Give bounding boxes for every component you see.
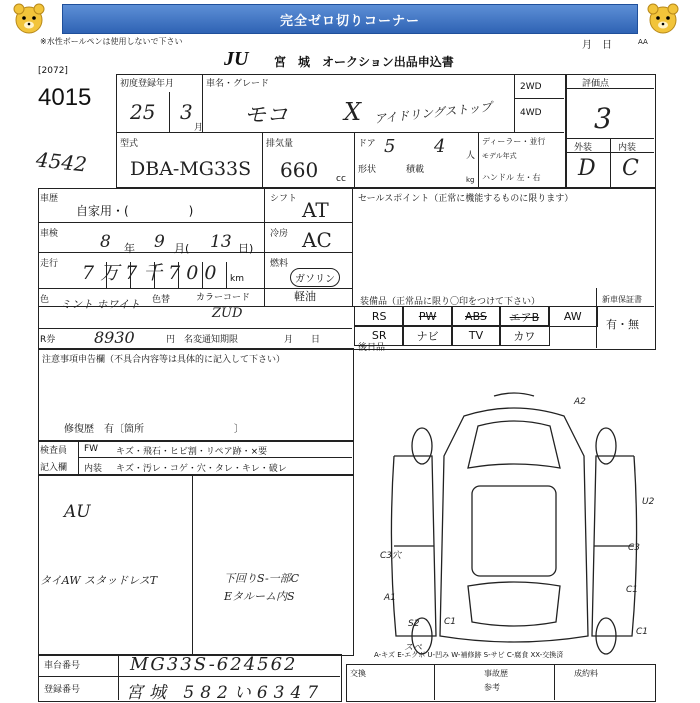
sales-points-label: セールスポイント（正常に機能するものに限ります）: [358, 194, 574, 204]
equipment-item: エアB: [499, 306, 549, 327]
recycle-label: R券: [40, 335, 56, 345]
small-code: AA: [638, 38, 648, 46]
equipment-item: RS: [354, 306, 404, 327]
km-unit: km: [230, 274, 244, 284]
repair-label: 修復歴 有〔箇所 〕: [64, 424, 244, 435]
equipment-item: ABS: [451, 306, 501, 327]
equipment-label: 装備品（正常品に限り〇印をつけて下さい）: [360, 297, 541, 307]
legend: A-キズ E-エクボ U-凹み W-補修跡 S-サビ C-腐食 XX-交換済: [374, 651, 564, 659]
drive-4wd: 4WD: [520, 108, 542, 118]
ac: AC: [302, 228, 332, 252]
bear-mascot-icon: [646, 2, 680, 36]
kg-unit: kg: [466, 176, 475, 184]
footer-note2: 参考: [484, 683, 500, 692]
seats-label: 人: [466, 151, 476, 161]
displacement-label: 排気量: [266, 139, 294, 149]
displacement: 660: [280, 158, 319, 182]
doors-label: ドア: [358, 139, 376, 149]
chassis-number: MG33S-624562: [130, 654, 298, 675]
caution-label: 注意事項申告欄（不具合内容等は具体的に記入して下さい）: [42, 355, 286, 365]
ext-grade: D: [578, 156, 596, 181]
equipment-item: SR: [354, 325, 404, 346]
footer-fee-label: 成約料: [574, 669, 598, 678]
reg-number-label: 登録番号: [44, 685, 81, 695]
equipment-item: TV: [451, 325, 501, 346]
mark-c3-left: C3穴: [380, 551, 402, 561]
reg-month: 3: [180, 100, 193, 124]
color-code: ZUD: [212, 306, 243, 321]
rear-label: 後日品: [358, 343, 386, 353]
equipment-item: AW: [548, 306, 598, 327]
shape-label: 形状: [358, 165, 377, 175]
car-damage-diagram: [374, 386, 654, 656]
equipment-grid: [354, 306, 596, 344]
fw-items: キズ・飛石・ヒビ割・リペア跡・×要: [116, 447, 268, 457]
model-year-label: モデル年式: [482, 152, 517, 160]
model-label: 型式: [120, 139, 139, 149]
fuel-diesel: 軽油: [294, 290, 316, 303]
mark-c1-lower: C1: [636, 627, 649, 637]
entry-label: 記入欄: [40, 463, 68, 473]
banner: [0, 0, 700, 38]
color-code-label: カラーコード: [196, 293, 251, 303]
insp-month: 9: [154, 232, 165, 252]
fuel-gasoline-circled: ガソリン: [290, 268, 340, 287]
fw-label: FW: [84, 444, 99, 454]
reg-number: 宮城 582い6347: [126, 683, 325, 703]
yen-unit: 円: [166, 335, 176, 345]
seats: 4: [434, 136, 446, 157]
vehicle-grade: X: [344, 98, 362, 126]
footer-note1: 事故歴: [484, 669, 508, 678]
top-note: ※水性ボールペンは使用しないで下さい: [40, 37, 183, 46]
usage: 自家用・( ): [76, 204, 194, 218]
mark-c1-left: C1: [444, 617, 457, 627]
vehicle-name: モコ: [244, 103, 289, 128]
shift-label: シフト: [270, 194, 298, 204]
remark-line1: AU: [64, 502, 91, 522]
inspection-label: 車検: [40, 229, 59, 239]
doors: 5: [384, 136, 396, 157]
drive-2wd: 2WD: [520, 82, 542, 92]
load-label: 積載: [406, 165, 425, 175]
new-guarantee: 有・無: [606, 318, 639, 331]
auction-title: 宮 城 オークション出品申込書: [274, 55, 454, 69]
rating-score: 3: [594, 102, 612, 135]
fuel-label: 燃料: [270, 259, 289, 269]
ref-number: [2072]: [38, 66, 68, 76]
footer-legend-label: 交換: [350, 669, 366, 678]
lot-number: 4015: [38, 84, 92, 111]
ju-logo: JU: [224, 48, 249, 70]
reg-year: 25: [130, 100, 156, 124]
side-note: 4542: [34, 147, 89, 177]
color-label: 色: [40, 295, 50, 305]
remark-line4: Eタルーム内S: [224, 590, 295, 603]
remark-line2: タイAW スタッドレスT: [40, 574, 158, 587]
mark-u2: U2: [642, 497, 654, 507]
shift: AT: [302, 198, 329, 222]
mark-c3-right: C3: [628, 543, 641, 553]
date-label: 月 日: [582, 40, 612, 51]
mark-s2: S2: [408, 619, 420, 629]
equipment-item: ナビ: [402, 325, 452, 346]
bear-mascot-icon: [12, 2, 46, 36]
color: ミント ホワイト: [60, 298, 141, 311]
banner-title-bar: [62, 4, 638, 34]
mileage: 7万7千700: [82, 262, 223, 284]
mark-c1-right: C1: [626, 585, 639, 595]
int-items-label: 内装: [84, 464, 103, 474]
day-unit: 日): [238, 242, 254, 255]
vehicle-grade-sub: アイドリングストップ: [373, 99, 493, 127]
usage-label: 車歴: [40, 194, 59, 204]
remark-line3: 下回りS-一部C: [224, 572, 300, 585]
month-unit-2: 月(: [174, 242, 190, 255]
mark-a1: A1: [384, 593, 396, 603]
banner-title: 完全ゼロ切りコーナー: [279, 13, 420, 29]
auction-sheet: [34, 36, 662, 703]
inspector-label: 検査員: [40, 446, 68, 456]
cc-unit: cc: [336, 174, 346, 184]
equipment-item: カワ: [499, 325, 549, 346]
recycle-amount: 8930: [94, 328, 135, 347]
new-guarantee-label: 新車保証書: [602, 295, 642, 304]
mark-a2: A2: [574, 397, 586, 407]
reg-label: 初度登録年月: [120, 79, 175, 89]
chassis-label: 車台番号: [44, 661, 81, 671]
year-unit: 年: [124, 242, 135, 255]
title-deadline-label: 名変通知期限: [184, 335, 239, 345]
insp-day: 13: [210, 232, 232, 252]
ac-label: 冷房: [270, 229, 289, 239]
dealer-label: ディーラー・並行: [482, 137, 546, 146]
ext-label: 外装: [574, 143, 593, 153]
insp-year: 8: [100, 232, 111, 252]
equipment-item: PW: [402, 306, 452, 327]
int-grade: C: [622, 156, 639, 181]
name-label: 車名・グレード: [206, 79, 270, 89]
mileage-label: 走行: [40, 259, 59, 269]
rating-label: 評価点: [582, 79, 610, 89]
title-deadline-md: 月 日: [284, 335, 321, 345]
mark-spare: スペ: [404, 643, 423, 653]
int-label: 内装: [618, 143, 637, 153]
model-code: DBA-MG33S: [130, 158, 252, 180]
color-change-label: 色替: [152, 295, 171, 305]
int-items: キズ・汚レ・コゲ・穴・タレ・キレ・破レ: [116, 464, 287, 474]
month-unit: 月: [194, 123, 204, 133]
handle-label: ハンドル 左・右: [482, 173, 541, 182]
